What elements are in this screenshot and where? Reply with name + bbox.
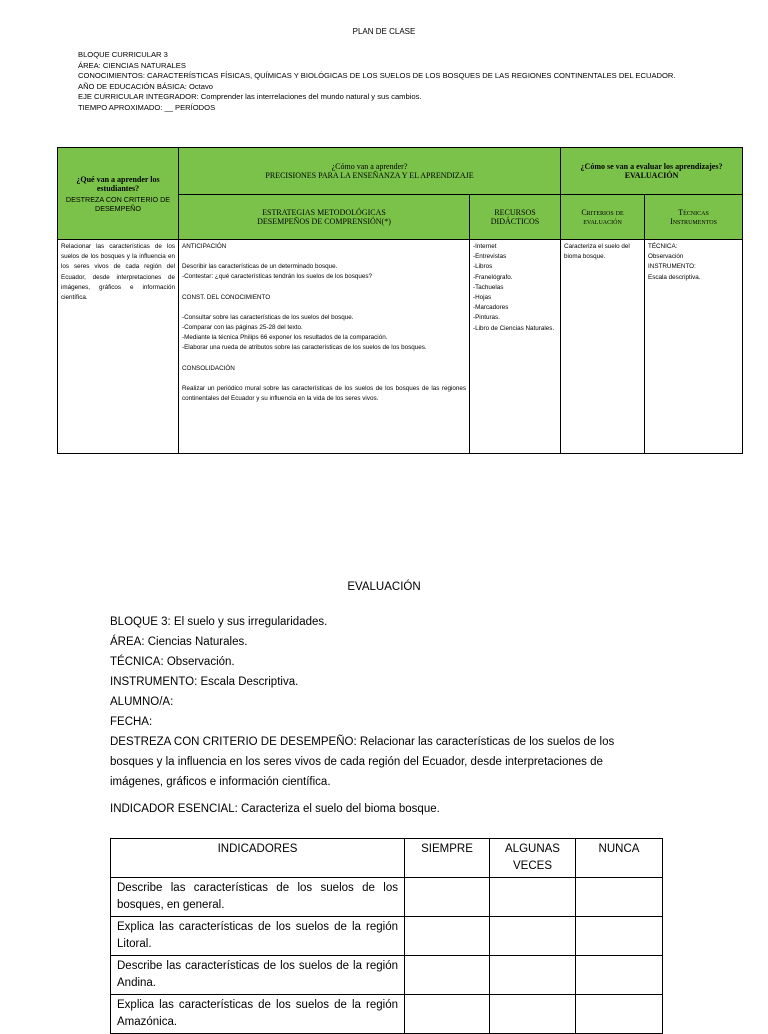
algunas-veces-cell[interactable] <box>490 956 576 995</box>
table-row <box>111 878 663 917</box>
tecnica-label: TÉCNICA: <box>648 243 678 250</box>
nunca-cell[interactable] <box>576 917 663 956</box>
indicador-text: Describe las características de los suelos de la región Andina. <box>111 956 405 995</box>
recursos-header <box>470 195 561 240</box>
recurso-item: -Libro de Ciencias Naturales. <box>473 324 555 332</box>
recurso-item: -Pinturas. <box>473 314 500 322</box>
siempre-cell[interactable] <box>405 917 490 956</box>
table-row <box>111 995 663 1034</box>
header-como-evaluar: ¿Cómo se van a evaluar los aprendizajes? EVALUACIÓN <box>580 162 723 180</box>
eval-alumno: ALUMNO/A: <box>110 696 174 708</box>
consolidacion-title: CONSOLIDACIÓN <box>182 364 235 372</box>
const-item: -Mediante la técnica Philips 66 exponer los resultados de la comparación. <box>182 334 388 342</box>
header-nunca: NUNCA <box>576 839 663 878</box>
col-destreza-header <box>58 148 179 240</box>
recurso-item: -Franelógrafo. <box>473 273 513 281</box>
table-row <box>111 956 663 995</box>
header-que-van-aprender: ¿Qué van a aprender los estudiantes? <box>76 174 160 193</box>
siempre-cell[interactable] <box>405 878 490 917</box>
evaluacion-title: EVALUACIÓN <box>347 581 421 593</box>
header-didacticos: DIDÁCTICOS <box>490 217 540 226</box>
indicadores-table <box>110 838 663 1034</box>
destreza-cell: Relacionar las características de los suelos de los bosques y la influencia en los seres vivos de cada región del Ecuador, desde interpretaciones de imágenes, gráficos e información científica. <box>58 240 179 454</box>
const-item: -Elaborar una rueda de atributos sobre las características de los suelos de los bosques. <box>182 344 427 352</box>
area-line: ÁREA: CIENCIAS NATURALES <box>78 60 186 70</box>
bloque-line: BLOQUE CURRICULAR 3 <box>78 50 168 59</box>
table-row <box>111 917 663 956</box>
eval-area: ÁREA: Ciencias Naturales. <box>110 636 248 648</box>
instrumento-value: Escala descriptiva. <box>648 273 701 281</box>
header-destreza: DESTREZA CON CRITERIO DE DESEMPEÑO <box>65 194 171 213</box>
eval-fecha: FECHA: <box>110 716 153 728</box>
criterio-cell: Caracteriza el suelo del bioma bosque. <box>561 240 645 454</box>
tecnica-cell <box>645 240 743 454</box>
anticipacion-item: Describir las características de un determinado bosque. <box>182 263 338 271</box>
algunas-veces-cell[interactable] <box>490 878 576 917</box>
header-indicadores: INDICADORES <box>111 839 405 878</box>
indicador-text: Describe las características de los suelos de los bosques, en general. <box>111 878 405 917</box>
criterios-header <box>561 195 645 240</box>
col-evaluacion-header <box>561 148 743 195</box>
conocimientos-line: CONOCIMIENTOS: CARACTERÍSTICAS FÍSICAS, QUÍMICAS Y BIOLÓGICAS DE LOS SUELOS DE LOS BOSQUES DE LAS REGIONES CONTINENTALES DEL ECUADOR. <box>78 71 676 81</box>
plan-header <box>78 50 708 114</box>
eval-destreza: DESTREZA CON CRITERIO DE DESEMPEÑO: Relacionar las características de los suelos de los bosques y la influencia en los seres vivos de cada región del Ecuador, desde interpretaciones de imágenes, gráficos e información científica. <box>110 736 615 788</box>
recurso-item: -Internet <box>473 243 497 250</box>
recurso-item: -Hojas <box>473 294 492 302</box>
tecnicas-header <box>645 195 743 240</box>
eval-bloque: BLOQUE 3: El suelo y sus irregularidades. <box>110 616 328 628</box>
eje-line: EJE CURRICULAR INTEGRADOR: Comprender las interrelaciones del mundo natural y sus cambios. <box>78 92 422 102</box>
nunca-cell[interactable] <box>576 878 663 917</box>
eval-indicador: INDICADOR ESENCIAL: Caracteriza el suelo del bioma bosque. <box>110 803 440 815</box>
header-algunas-veces: ALGUNAS VECES <box>490 839 576 878</box>
anio-line: AÑO DE EDUCACIÓN BÁSICA: Octavo <box>78 81 214 91</box>
anticipacion-item: -Contestar: ¿qué características tendrán los suelos de los bosques? <box>182 273 373 281</box>
const-item: -Comparar con las páginas 25-28 del texto. <box>182 324 303 332</box>
header-como-aprender: ¿Cómo van a aprender? <box>331 162 408 171</box>
plan-table <box>57 147 743 454</box>
recurso-item: -Marcadores <box>473 304 509 312</box>
evaluacion-info <box>110 612 655 819</box>
header-tecnicas: Técnicas <box>678 208 709 217</box>
header-siempre: SIEMPRE <box>405 839 490 878</box>
page-title: PLAN DE CLASE <box>352 27 416 36</box>
estrategias-cell <box>179 240 470 454</box>
header-precisiones: PRECISIONES PARA LA ENSEÑANZA Y EL APRENDIZAJE <box>265 171 474 180</box>
recurso-item: -Tachuelas <box>473 283 504 291</box>
instrumento-label: INSTRUMENTO: <box>648 263 696 271</box>
col-precisiones-header <box>179 148 561 195</box>
nunca-cell[interactable] <box>576 956 663 995</box>
header-instrumentos: Instrumentos <box>670 217 717 226</box>
recurso-item: -Entrevistas <box>473 253 507 261</box>
anticipacion-title: ANTICIPACIÓN <box>182 243 227 250</box>
nunca-cell[interactable] <box>576 995 663 1034</box>
const-item: -Consultar sobre las características de los suelos del bosque. <box>182 313 354 321</box>
tecnica-value: Observación <box>648 253 684 261</box>
eval-instrumento: INSTRUMENTO: Escala Descriptiva. <box>110 676 299 688</box>
estrategias-header <box>179 195 470 240</box>
indicador-text: Explica las características de los suelos de la región Amazónica. <box>111 995 405 1034</box>
recurso-item: -Libros <box>473 263 493 271</box>
tiempo-line: TIEMPO APROXIMADO: __ PERÍODOS <box>78 102 216 112</box>
const-title: CONST. DEL CONOCIMIENTO <box>182 293 271 301</box>
recursos-cell <box>470 240 561 454</box>
consolidacion-item: Realizar un periódico mural sobre las características de los suelos de los bosques de las regiones continentales del Ecuador y su influencia en la vida de los seres vivos. <box>182 384 466 403</box>
header-estrategias: ESTRATEGIAS METODOLÓGICAS <box>262 208 386 217</box>
eval-tecnica: TÉCNICA: Observación. <box>110 656 235 668</box>
header-criterios: Criterios de <box>581 208 624 217</box>
siempre-cell[interactable] <box>405 956 490 995</box>
header-recursos: RECURSOS <box>494 208 536 217</box>
header-desempenos: DESEMPEÑOS DE COMPRENSIÓN(*) <box>257 217 391 226</box>
header-evaluacion-sub: evaluación <box>583 217 622 226</box>
algunas-veces-cell[interactable] <box>490 917 576 956</box>
siempre-cell[interactable] <box>405 995 490 1034</box>
indicador-text: Explica las características de los suelos de la región Litoral. <box>111 917 405 956</box>
algunas-veces-cell[interactable] <box>490 995 576 1034</box>
